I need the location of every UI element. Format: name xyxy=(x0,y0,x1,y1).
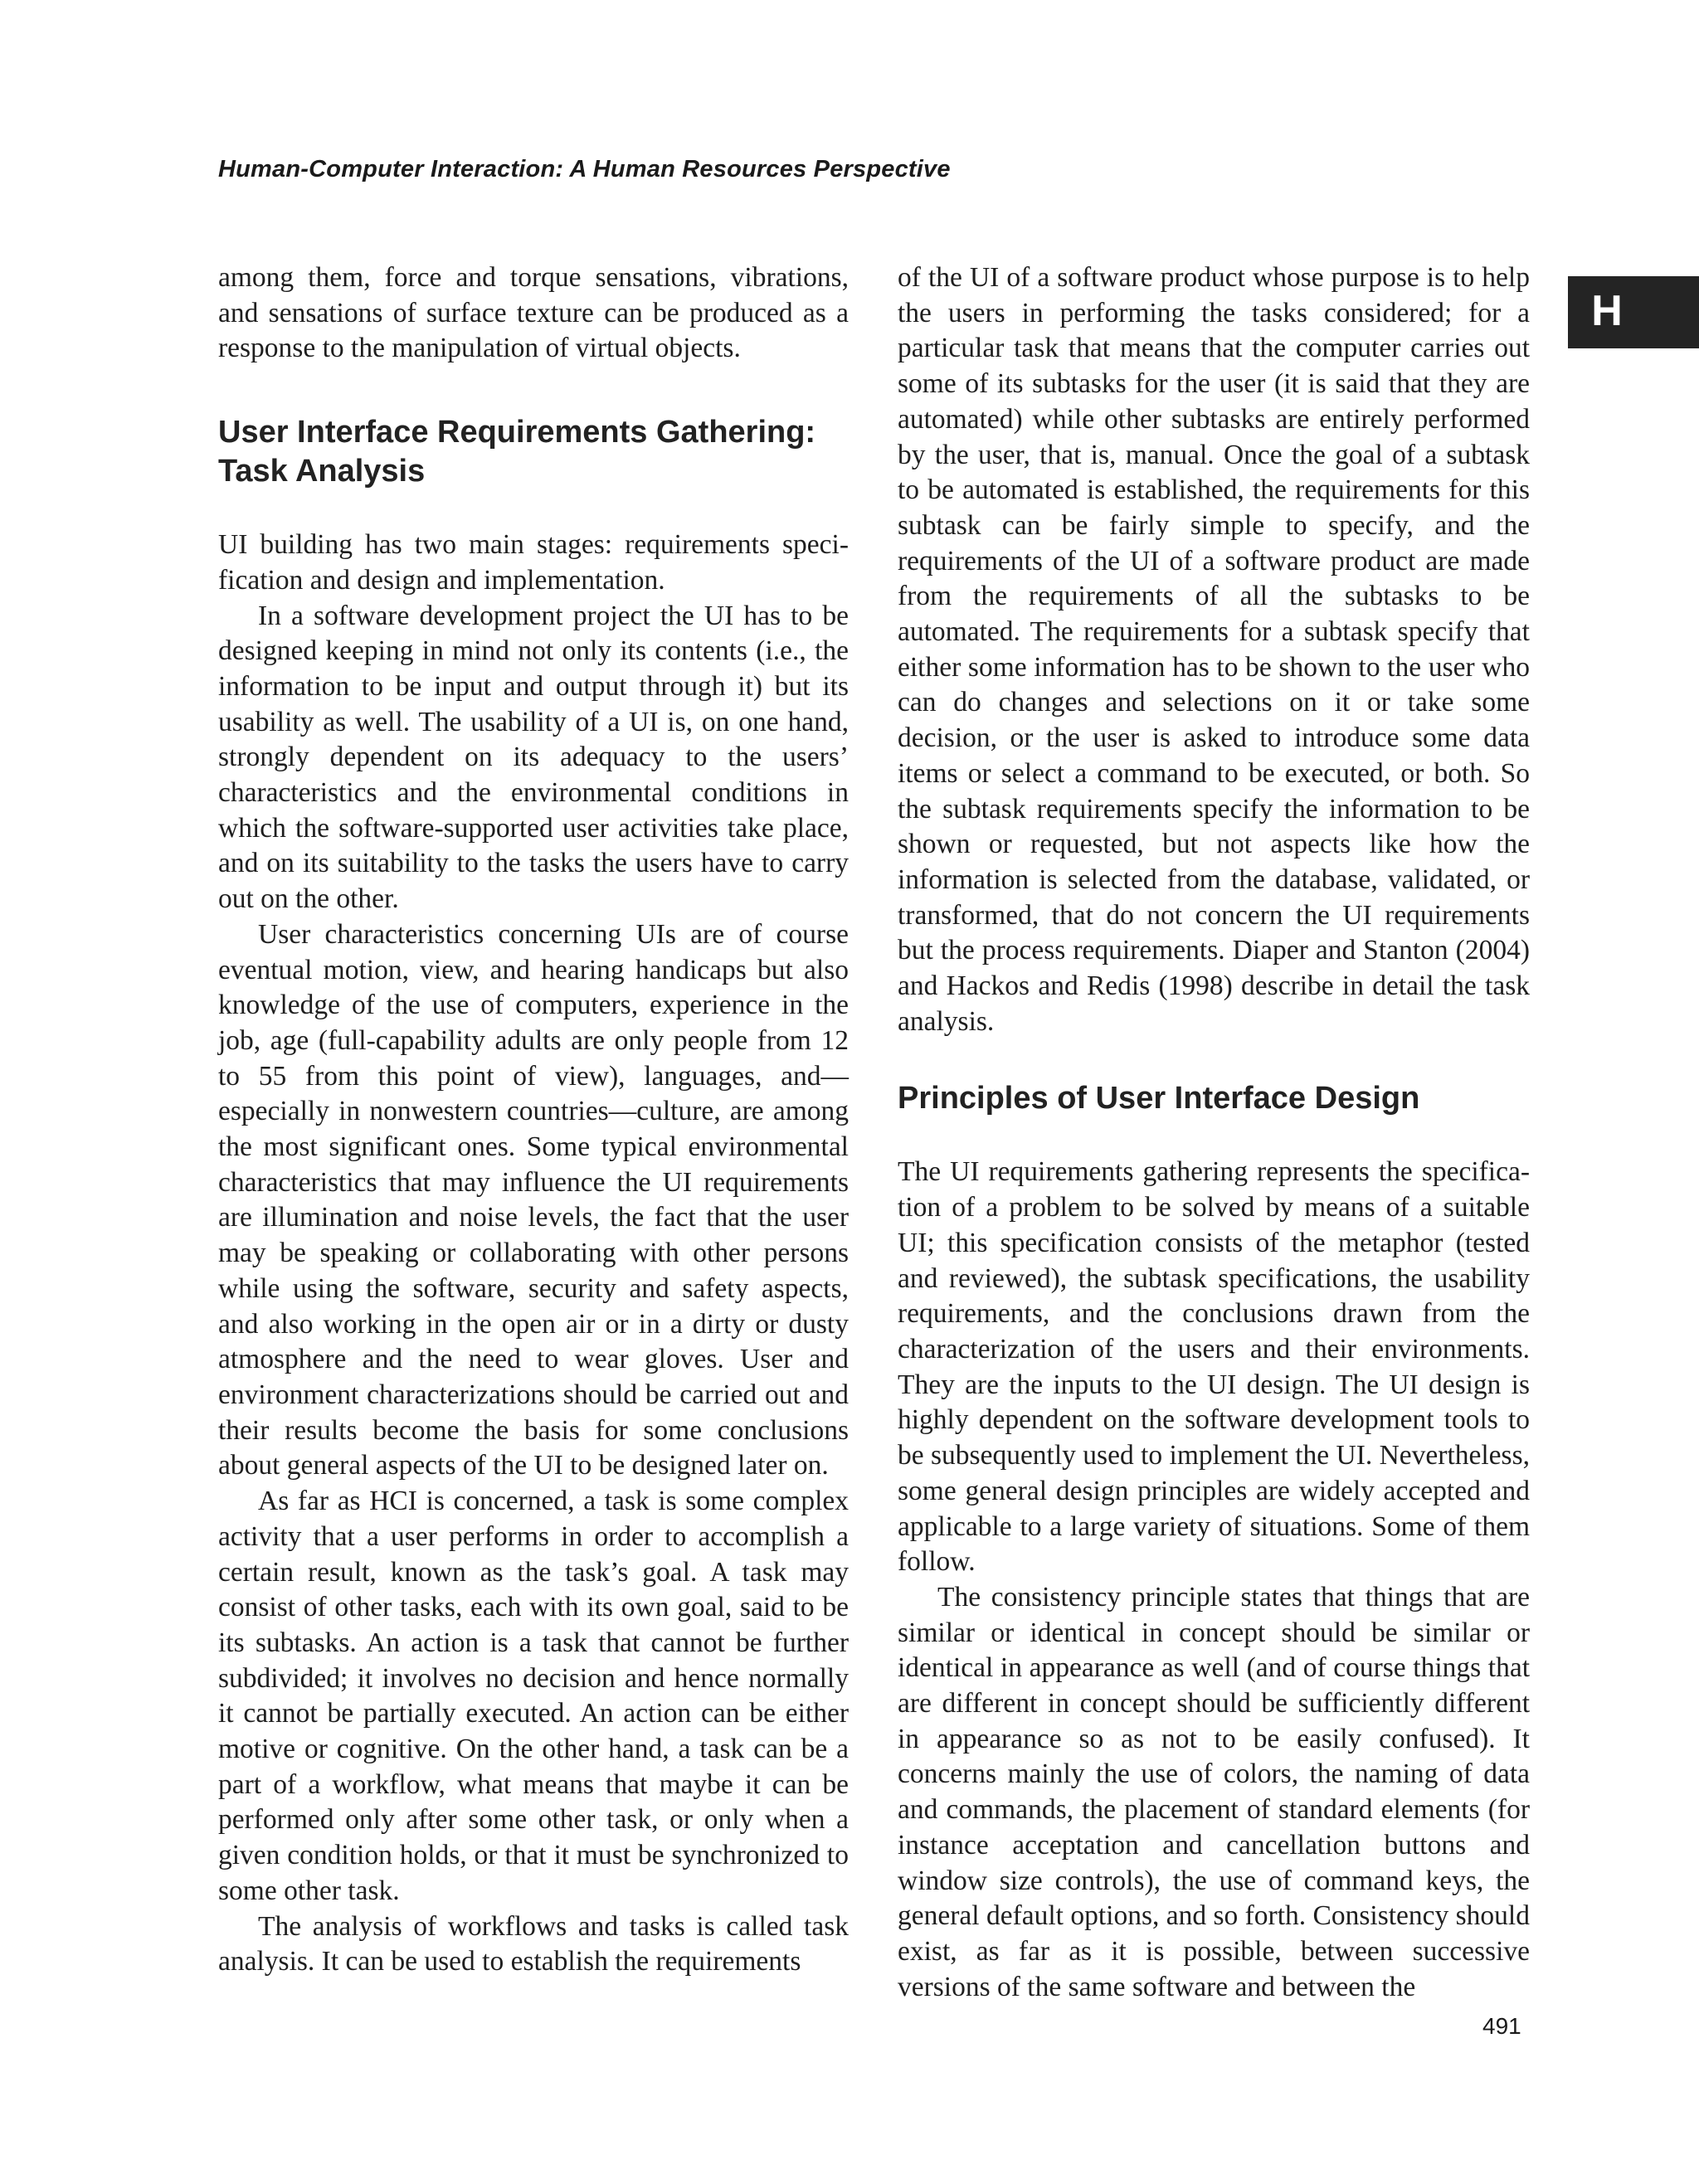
page-number: 491 xyxy=(1482,2013,1521,2039)
left-intro-paragraph: among them, force and torque sensations, vibrations, and sensations of surface texture can be produced as a response to the manipulation of virtual objects. xyxy=(218,262,849,364)
paragraph: The UI requirements gathering represents the specification of a problem to be solved by means of a suitable UI; this specification consists of the metaphor (tested and reviewed), the subtask specifications, the usability requirements, and the conclusions drawn from the characterization of the users and their environments. They are the inputs to the UI design. The UI design is highly dependent on the software development tools to be subsequently used to implement the UI. Nevertheless, some general design principles are widely accepted and applicable to a large variety of situations. Some of them follow. xyxy=(898,1156,1530,1578)
left-column xyxy=(218,260,849,1980)
paragraph: The consistency principle states that things that are similar or identical in concept should be similar or identical in appearance as well (and of course things that are different in concept should be sufficiently different in appearance so as not to be easily confused). It concerns mainly the use of colors, the naming of data and commands, the placement of standard elements (for instance acceptation and cancellation buttons and window size controls), the use of command keys, the general default options, and so forth. Consistency should exist, as far as it is possible, between successive versions of the same software and between the xyxy=(898,1581,1530,2002)
right-column xyxy=(898,260,1530,2005)
paragraph: In a software development project the UI has to be designed keeping in mind not only its contents (i.e., the information to be input and output through it) but its usability as well. The usability of a UI is, on one hand, strongly dependent on its adequacy to the users’ characteristics and the environmental conditions in which the software-supported user activities take place, and on its suitability to the tasks the users have to carry out on the other. xyxy=(218,600,849,915)
paragraph: UI building has two main stages: requirements specification and design and implementation. xyxy=(218,529,849,596)
paragraph: As far as HCI is concerned, a task is some complex activity that a user performs in order to accomplish a certain result, known as the task’s goal. A task may consist of other tasks, each with its own goal, said to be its subtasks. An action is a task that cannot be further subdivided; it involves no decision and hence normally it cannot be partially executed. An action can be either motive or cognitive. On the other hand, a task can be a part of a workflow, what means that maybe it can be performed only after some other task, or only when a given condition holds, or that it must be synchronized to some other task. xyxy=(218,1486,849,1906)
paragraph: User characteristics concerning UIs are of course eventual motion, view, and hearing handicaps but also knowledge of the use of computers, experience in the job, age (full-capability adults are only people from 12 to 55 from this point of view), languages, and—especially in nonwestern countries—culture, are among the most significant ones. Some typical environmental characteristics that may influence the UI requirements are illumination and noise levels, the fact that the user may be speaking or collaborating with other persons while using the software, security and safety aspects, and also working in the open air or in a dirty or dusty atmosphere and the need to wear gloves. User and environment characterizations should be carried out and their results become the basis for some conclusions about general aspects of the UI to be designed later on. xyxy=(218,918,849,1481)
section-thumb-tab xyxy=(1568,276,1699,348)
paragraph: The analysis of workflows and tasks is called task analysis. It can be used to establish the requirements xyxy=(218,1910,849,1977)
section-letter: H xyxy=(1591,287,1623,335)
running-title: Human-Computer Interaction: A Human Resources Perspective xyxy=(218,156,951,182)
right-intro-paragraph: of the UI of a software product whose purpose is to help the users in performing the tasks considered; for a particular task that means that the computer carries out some of its subtasks for the user (it is said that they are automated) while other subtasks are entirely performed by the user, that is, manual. Once the goal of a subtask to be automated is established, the requirements for this subtask can be fairly simple to specify, and the requirements of the UI of a software product are made from the requirements of all the subtasks to be automated. The requirements for a subtask specify that either some information has to be shown to the user who can do changes and selections on it or take some decision, or the user is asked to introduce some data items or select a command to be executed, or both. So the subtask requirements specify the information to be shown or requested, but not aspects like how the information is selected from the database, validated, or transformed, that do not concern the UI requirements but the process requirements. Diaper and Stanton (2004) and Hackos and Redis (1998) describe in detail the task analysis. xyxy=(898,262,1530,1037)
section-heading-task-analysis: User Interface Requirements Gathering: Task Analysis xyxy=(218,415,816,489)
section-heading-design-principles: Principles of User Interface Design xyxy=(898,1081,1420,1116)
